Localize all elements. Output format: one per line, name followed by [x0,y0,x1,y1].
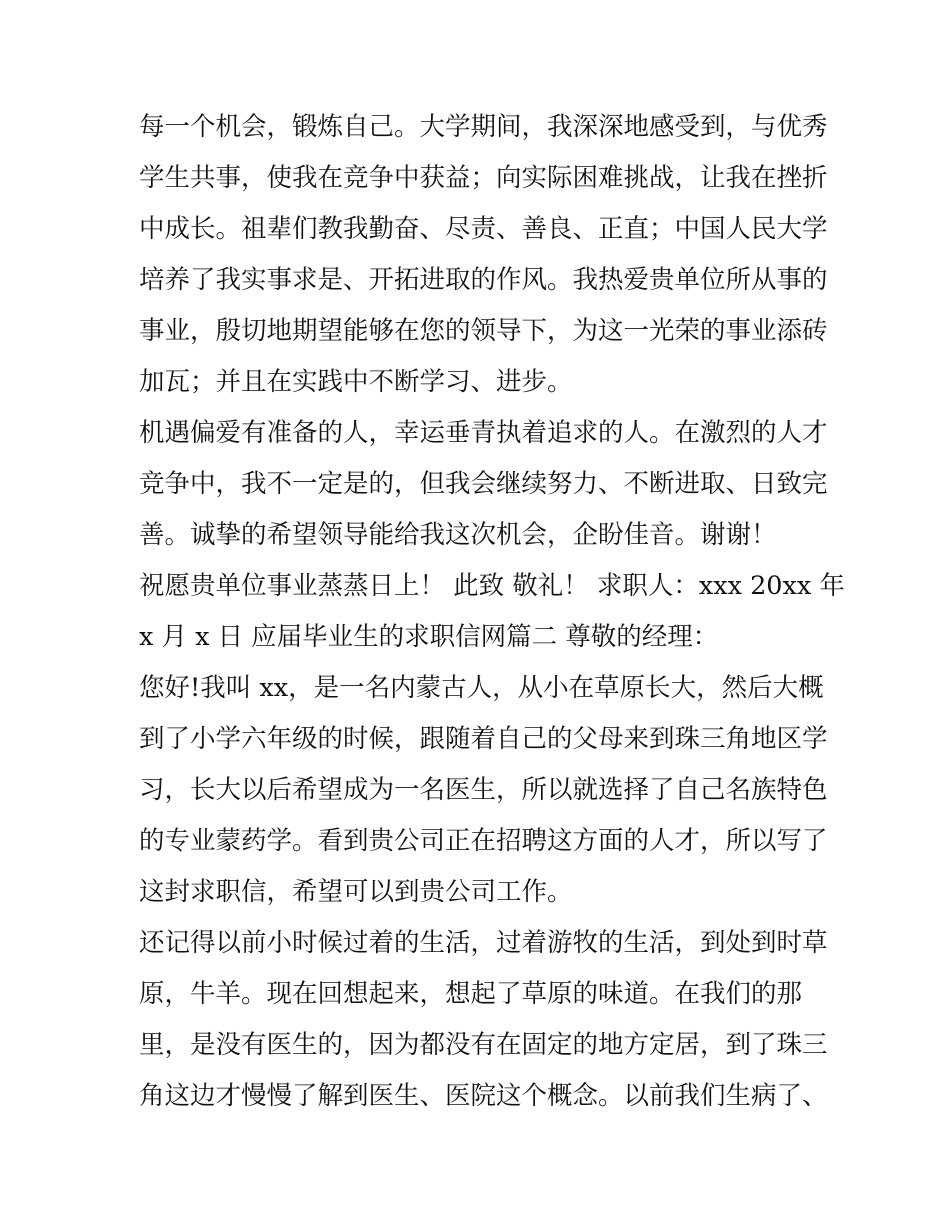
text-line: 加瓦；并且在实践中不断学习、进步。 [139,367,573,397]
text-line: 培养了我实事求是、开拓进取的作风。我热爱贵单位所从事的 [139,265,828,295]
text-line: x 月 x 日 应届毕业生的求职信网篇二 尊敬的经理： [139,622,719,652]
text-line: 祝愿贵单位事业蒸蒸日上！ 此致 敬礼！ 求职人：xxx 20xx 年 [139,571,845,601]
text-line: 事业，殷切地期望能够在您的领导下，为这一光荣的事业添砖 [139,316,828,346]
text-line: 到了小学六年级的时候，跟随着自己的父母来到珠三角地区学 [139,724,828,754]
text-line: 学生共事，使我在竞争中获益；向实际困难挑战，让我在挫折 [139,163,828,193]
text-line: 的专业蒙药学。看到贵公司正在招聘这方面的人才，所以写了 [139,826,828,856]
text-line: 中成长。祖辈们教我勤奋、尽责、善良、正直；中国人民大学 [139,214,828,244]
text-line: 这封求职信，希望可以到贵公司工作。 [139,877,573,907]
text-line: 您好!我叫 xx，是一名内蒙古人，从小在草原长大，然后大概 [139,673,824,703]
text-line: 里，是没有医生的，因为都没有在固定的地方定居，到了珠三 [139,1030,828,1060]
text-line: 每一个机会，锻炼自己。大学期间，我深深地感受到，与优秀 [139,112,828,142]
text-line: 机遇偏爱有准备的人，幸运垂青执着追求的人。在激烈的人才 [139,418,828,448]
text-line: 习，长大以后希望成为一名医生，所以就选择了自己名族特色 [139,775,828,805]
text-line: 竞争中，我不一定是的，但我会继续努力、不断进取、日致完 [139,469,828,499]
text-line: 善。诚挚的希望领导能给我这次机会，企盼佳音。谢谢！ [139,520,777,550]
text-line: 原，牛羊。现在回想起来，想起了草原的味道。在我们的那 [139,979,803,1009]
text-line: 角这边才慢慢了解到医生、医院这个概念。以前我们生病了、 [139,1081,828,1111]
text-line: 还记得以前小时候过着的生活，过着游牧的生活，到处到时草 [139,928,828,958]
